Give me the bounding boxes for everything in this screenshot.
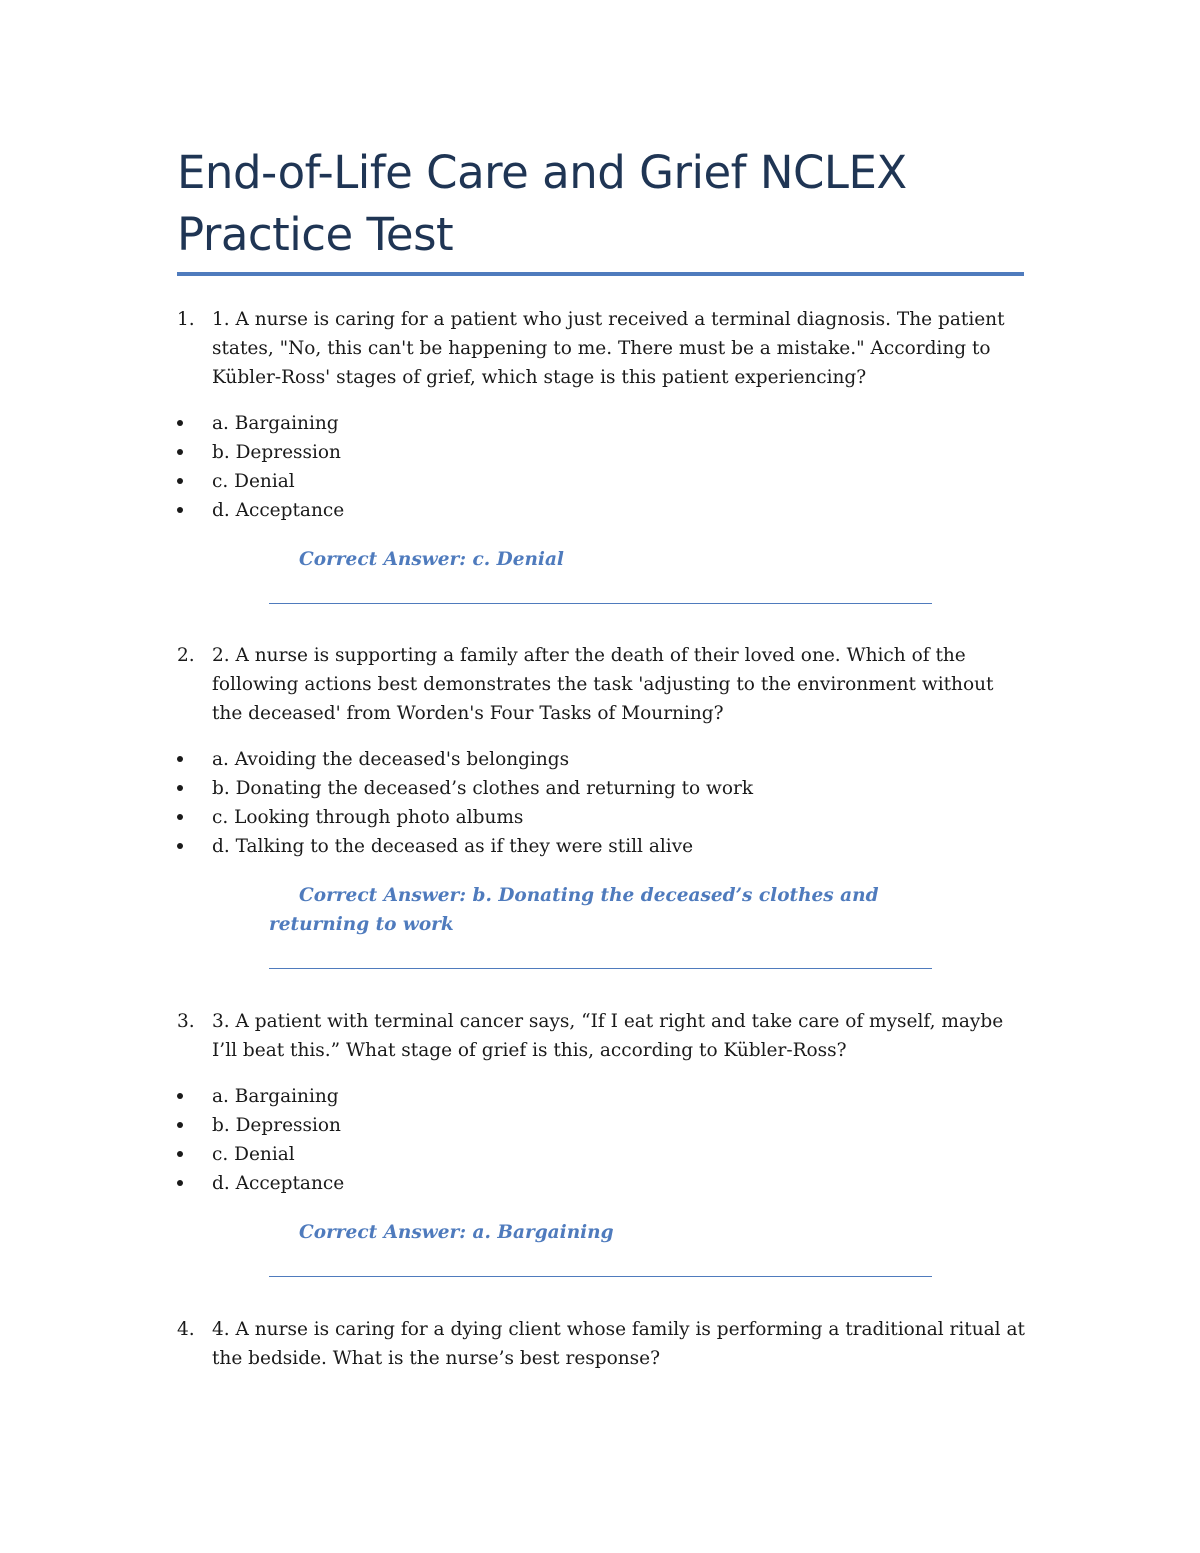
option-label: b. Depression (212, 1115, 341, 1136)
option-c (177, 803, 1027, 832)
question-text: 3. A patient with terminal cancer says, “If I eat right and take care of myself, maybe I’ll beat this.” What stage of grief is this, according to Kübler-Ross? (212, 1011, 1004, 1061)
option-c (177, 467, 1027, 496)
question-number: 2. (177, 645, 195, 666)
correct-answer: Correct Answer: c. Denial (299, 549, 564, 570)
separator-line (269, 968, 932, 969)
correct-answer: Correct Answer: b. Donating the deceased’s clothes and returning to work (269, 885, 879, 935)
question-1 (177, 305, 1027, 604)
question-number: 3. (177, 1011, 195, 1032)
bullet-icon (177, 420, 183, 426)
option-d (177, 496, 1027, 525)
bullet-icon (177, 785, 183, 791)
option-list (177, 745, 1027, 861)
option-a (177, 745, 1027, 774)
separator-line (269, 603, 932, 604)
option-label: b. Depression (212, 442, 341, 463)
question-number: 1. (177, 309, 195, 330)
option-label: a. Bargaining (212, 413, 339, 434)
bullet-icon (177, 1122, 183, 1128)
page-title: End-of-Life Care and Grief NCLEX Practice Test (177, 146, 907, 261)
option-b (177, 774, 1027, 803)
bullet-icon (177, 814, 183, 820)
option-label: b. Donating the deceased’s clothes and returning to work (212, 778, 754, 799)
question-2 (177, 641, 1027, 969)
option-list (177, 409, 1027, 525)
option-label: a. Bargaining (212, 1086, 339, 1107)
question-text: 4. A nurse is caring for a dying client whose family is performing a traditional ritual at the bedside. What is the nurse’s best response? (212, 1319, 1025, 1369)
bullet-icon (177, 1151, 183, 1157)
title-underline (177, 272, 1024, 276)
option-a (177, 409, 1027, 438)
option-label: c. Denial (212, 1144, 295, 1165)
bullet-icon (177, 1180, 183, 1186)
bullet-icon (177, 1093, 183, 1099)
question-text: 2. A nurse is supporting a family after the death of their loved one. Which of the following actions best demonstrates the task 'adjusting to the environment without the deceased' from Worden's Four Tasks of Mourning? (212, 645, 994, 724)
option-c (177, 1140, 1027, 1169)
separator-line (269, 1276, 932, 1277)
option-list (177, 1082, 1027, 1198)
bullet-icon (177, 478, 183, 484)
option-b (177, 1111, 1027, 1140)
bullet-icon (177, 756, 183, 762)
question-text: 1. A nurse is caring for a patient who just received a terminal diagnosis. The patient states, "No, this can't be happening to me. There must be a mistake." According to Kübler-Ross' stages of grief, which stage is this patient experiencing? (212, 309, 1005, 388)
option-label: d. Acceptance (212, 500, 345, 521)
option-label: c. Denial (212, 471, 295, 492)
question-3 (177, 1007, 1027, 1277)
option-d (177, 832, 1027, 861)
option-a (177, 1082, 1027, 1111)
bullet-icon (177, 507, 183, 513)
option-b (177, 438, 1027, 467)
option-label: c. Looking through photo albums (212, 807, 524, 828)
bullet-icon (177, 843, 183, 849)
option-label: a. Avoiding the deceased's belongings (212, 749, 570, 770)
option-label: d. Acceptance (212, 1173, 345, 1194)
correct-answer: Correct Answer: a. Bargaining (299, 1222, 614, 1243)
option-d (177, 1169, 1027, 1198)
question-number: 4. (177, 1319, 195, 1340)
option-label: d. Talking to the deceased as if they were still alive (212, 836, 694, 857)
question-4 (177, 1315, 1027, 1373)
bullet-icon (177, 449, 183, 455)
